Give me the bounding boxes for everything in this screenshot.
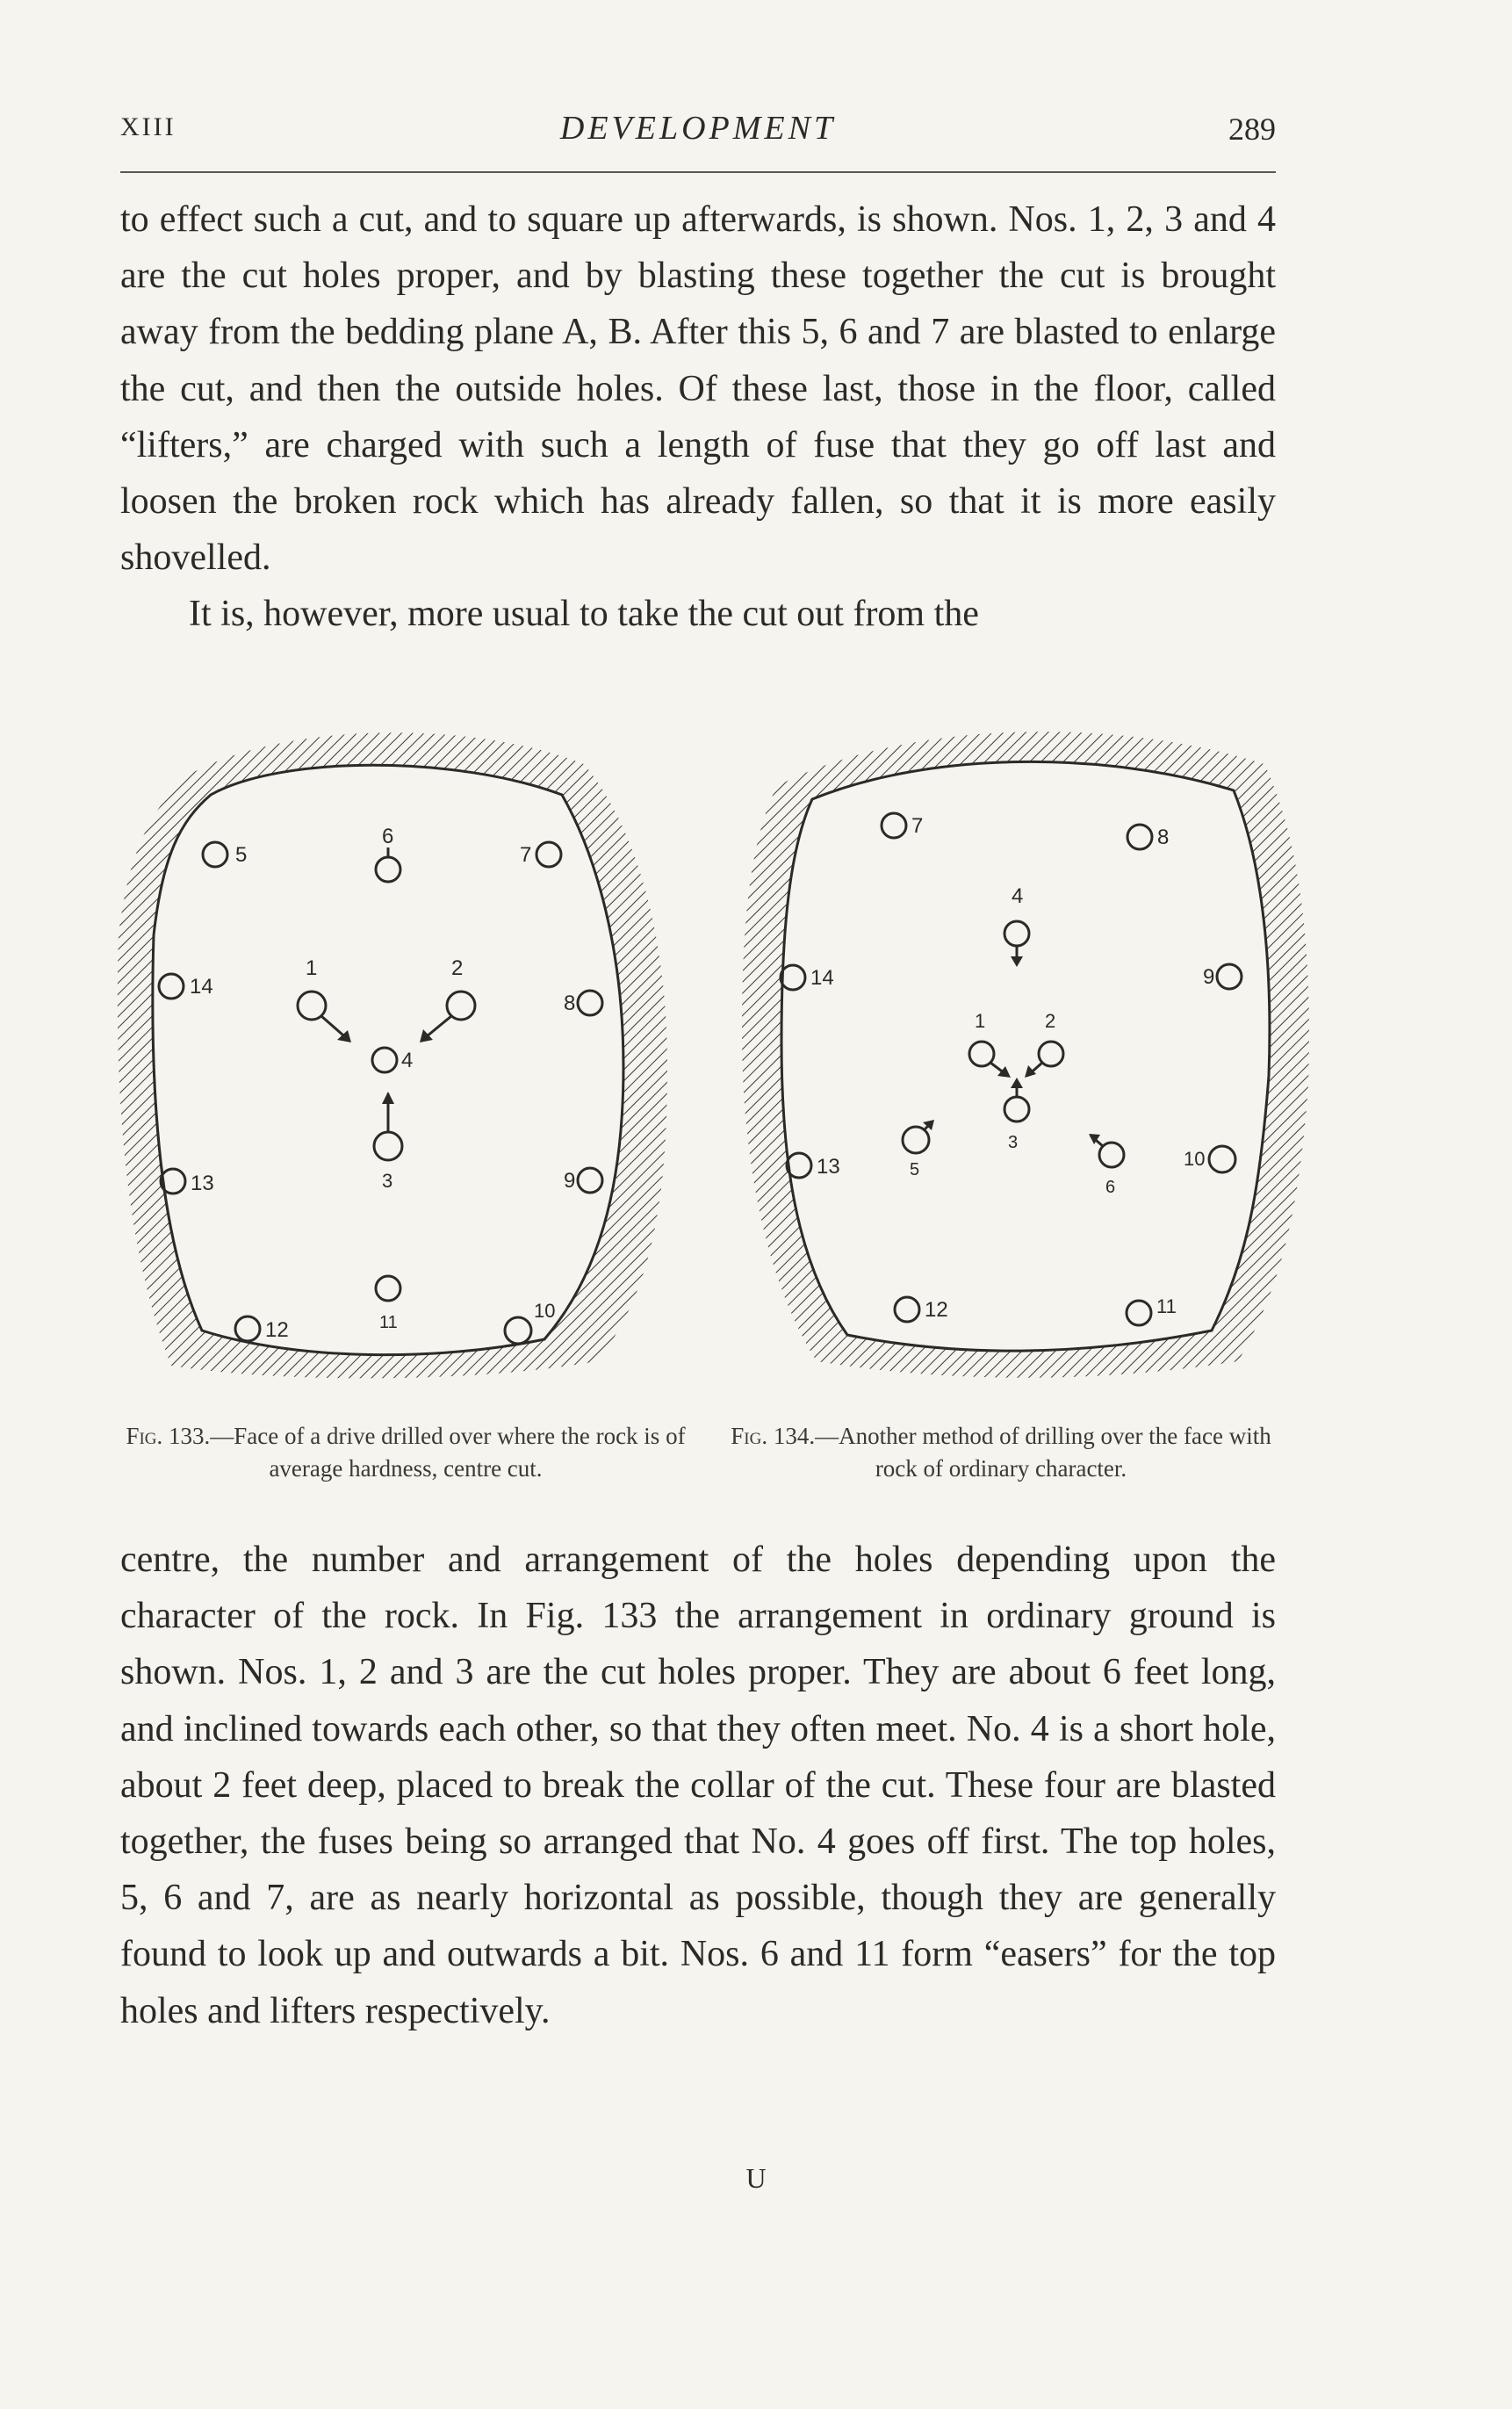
svg-text:13: 13 [817,1155,840,1179]
hole-14 [781,965,834,990]
svg-text:7: 7 [911,814,924,838]
svg-text:4: 4 [1012,884,1024,908]
hole-3 [374,1092,402,1192]
hole-8 [1127,825,1169,849]
svg-text:3: 3 [1008,1133,1019,1152]
figure-133-diagram [105,716,685,1383]
svg-text:9: 9 [564,1169,576,1193]
svg-text:8: 8 [1157,826,1170,849]
hole-11 [1127,1295,1177,1325]
svg-text:11: 11 [379,1313,398,1332]
svg-text:3: 3 [382,1170,393,1192]
fig-label: Fig. [731,1423,768,1449]
chapter-number: XIII [120,112,176,141]
svg-text:2: 2 [1045,1010,1056,1032]
figure-134-caption [716,1420,1286,1485]
hole-11 [376,1276,400,1332]
svg-text:14: 14 [810,966,834,990]
hole-6 [376,825,400,882]
hole-7 [882,813,923,838]
hole-2 [420,956,475,1042]
hole-12 [895,1297,948,1322]
hole-13 [161,1169,214,1195]
svg-text:10: 10 [534,1300,556,1322]
page-number: 289 [1228,112,1276,147]
svg-text:2: 2 [451,956,464,980]
caption-text: 134.—Another method of drilling over the face with rock of ordinary character. [773,1423,1271,1482]
figure-133-caption [120,1420,691,1485]
hole-12 [235,1316,289,1342]
svg-text:10: 10 [1184,1148,1206,1170]
hole-5 [203,842,247,867]
hole-4 [372,1048,413,1072]
svg-text:6: 6 [1105,1178,1116,1197]
hole-5 [903,1120,934,1179]
hole-14 [159,974,213,999]
svg-text:1: 1 [306,956,318,980]
hole-4 [1004,884,1029,967]
hole-6 [1089,1134,1124,1197]
hole-1 [298,956,351,1042]
svg-text:12: 12 [265,1318,289,1342]
svg-text:8: 8 [564,992,576,1015]
running-header [120,112,1276,156]
svg-text:4: 4 [401,1049,414,1072]
header-rule [120,171,1276,173]
hole-10 [1184,1146,1235,1172]
svg-text:5: 5 [235,843,248,867]
hole-3 [1004,1078,1029,1152]
svg-text:1: 1 [975,1010,986,1032]
svg-text:14: 14 [190,975,213,999]
hole-9 [564,1168,602,1193]
hole-7 [520,842,561,867]
caption-text: 133.—Face of a drive drilled over where the rock is of average hardness, centre cut. [169,1423,686,1482]
svg-text:7: 7 [520,843,532,867]
rock-hatching [742,732,1309,1378]
hole-8 [564,991,602,1015]
drive-outline [781,761,1270,1351]
paragraph-bottom: centre, the number and arrangement of the holes depending upon the character of the rock. In Fig. 133 the arrangement in ordinary ground is shown. Nos. 1, 2 and 3 are the cut holes proper. They are about 6 feet long, and inclined towards each other, so that they often meet. No. 4 is a short hole, about 2 feet deep, placed to break the collar of the cut. These four are blasted together, the fuses being so arranged that No. 4 goes off first. The top holes, 5, 6 and 7, are as nearly horizontal as possible, though they are generally found to look up and outwards a bit. Nos. 6 and 11 form “easers” for the top holes and lifters respectively. [120,1540,1276,2031]
running-title: DEVELOPMENT [559,110,837,147]
hole-13 [787,1153,840,1179]
figure-134-diagram [729,716,1326,1383]
hole-2 [1025,1010,1063,1078]
svg-text:13: 13 [191,1172,214,1195]
svg-text:12: 12 [925,1298,948,1322]
paragraph-1-text: to effect such a cut, and to square up afterwards, is shown. Nos. 1, 2, 3 and 4 are the cut holes proper, and by blasting these together the cut is brought away from the bedding plane A, B. After this 5, 6 and 7 are blasted to enlarge the cut, and then the outside holes. Of these last, those in the floor, called “lifters,” are charged with such a length of fuse that they go off last and loosen the broken rock which has already fallen, so that it is more easily shovelled. [120,199,1276,579]
fig-label: Fig. [126,1423,163,1449]
svg-text:11: 11 [1156,1295,1177,1317]
signature-mark: U [745,2162,767,2194]
hole-9 [1203,964,1242,989]
paragraph-2-start: It is, however, more usual to take the cut out from the [189,594,979,635]
svg-text:5: 5 [910,1160,920,1179]
paragraph-top [120,191,1276,643]
svg-text:9: 9 [1203,965,1215,989]
svg-text:6: 6 [382,825,394,848]
hole-1 [969,1010,1011,1078]
